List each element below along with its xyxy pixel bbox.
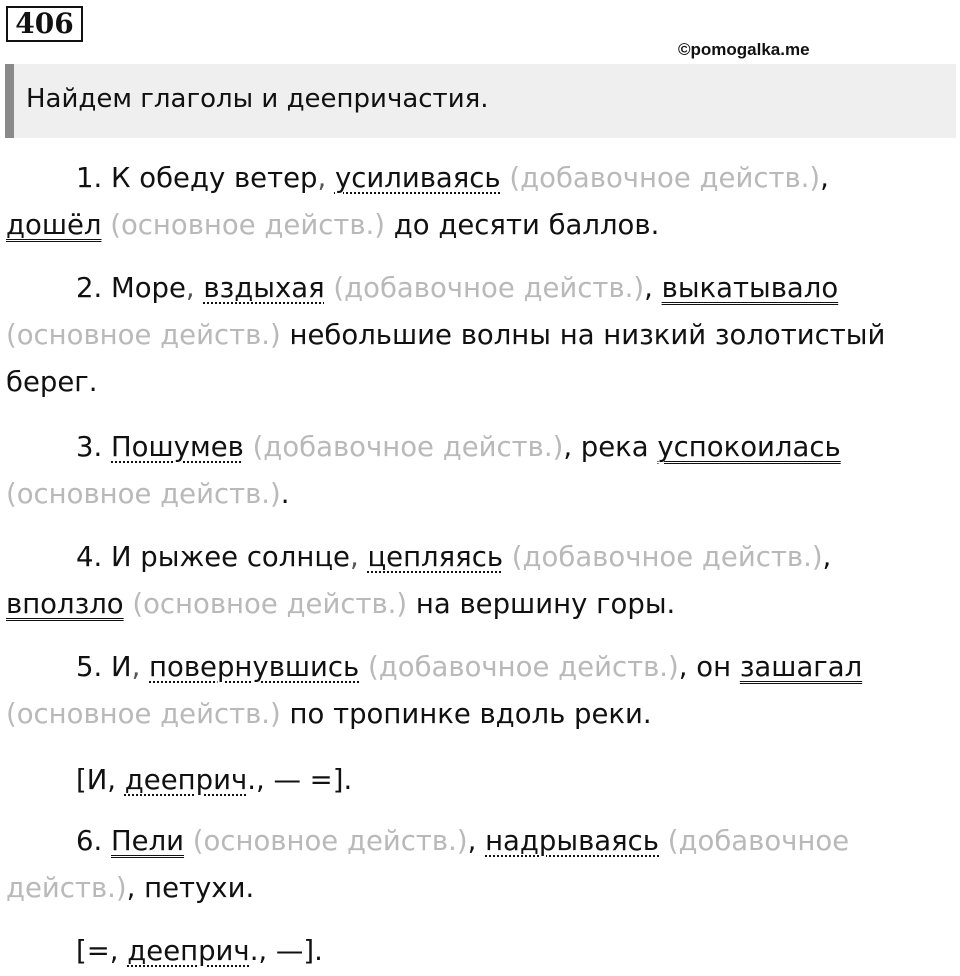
- s2-line3: [6, 362, 97, 402]
- s5-scheme-a: [И,: [76, 764, 125, 796]
- s1-line2: [6, 205, 659, 245]
- s5-line2: [6, 694, 652, 734]
- s1-participle: усиливаясь: [334, 162, 501, 194]
- s3-lead: 3.: [76, 431, 103, 463]
- s6-scheme-c: ., —].: [249, 935, 323, 967]
- s1-verb: дошёл: [6, 209, 102, 241]
- s6-scheme: [76, 931, 323, 971]
- s4-verb: вползло: [6, 588, 124, 620]
- s2-tail2: берег.: [6, 366, 98, 398]
- s2-participle: вздыхая: [203, 272, 325, 304]
- s4-line1: 4. И рыжее солнце, цепляясь (добавочное действ.),: [76, 541, 832, 573]
- s4-tail: на вершину горы.: [415, 588, 676, 620]
- s3-mid: , река: [563, 431, 649, 463]
- s6-add-note-b: действ.): [6, 872, 127, 904]
- s6-line2: [6, 868, 254, 908]
- s5-mid: , он: [678, 651, 732, 683]
- s4-add-note: (добавочное действ.): [511, 541, 823, 573]
- s5-scheme-c: ., — =].: [247, 764, 353, 796]
- s1-main-note: (основное действ.): [110, 209, 386, 241]
- s6-add-note-a: (добавочное: [667, 825, 850, 857]
- s5-scheme: [76, 760, 352, 800]
- s1-add-note: (добавочное действ.): [509, 162, 821, 194]
- s6-participle: надрываясь: [485, 825, 660, 857]
- s2-verb: выкатывало: [661, 272, 839, 304]
- intro-banner: [5, 64, 956, 138]
- s5-line1: [76, 647, 862, 687]
- s5-lead: 5. И: [76, 651, 132, 683]
- s5-main-note: (основное действ.): [6, 698, 281, 730]
- s6-lead: 6.: [76, 825, 103, 857]
- s2-line1: [76, 268, 838, 308]
- s3-line1: [76, 427, 841, 467]
- s6-scheme-a: [=,: [76, 935, 128, 967]
- s3-add-note: (добавочное действ.): [252, 431, 564, 463]
- s6-tail: , петухи.: [126, 872, 255, 904]
- s5-verb: зашагал: [739, 651, 863, 683]
- comma: ,: [467, 825, 486, 857]
- watermark: ©pomogalka.me: [678, 40, 810, 59]
- s2-add-note: (добавочное действ.): [333, 272, 645, 304]
- s3-verb: успокоилась: [657, 431, 841, 463]
- s2-line2: [6, 315, 885, 355]
- s4-line2: [6, 584, 675, 624]
- s1-lead: 1. К обеду ветер: [76, 162, 318, 194]
- s6-verb: Пели: [111, 825, 185, 857]
- s6-main-note: (основное действ.): [192, 825, 468, 857]
- s6-line1: [76, 821, 849, 861]
- s5-participle: повернувшись: [149, 651, 360, 683]
- s4-main-note: (основное действ.): [132, 588, 408, 620]
- intro-text: Найдем глаголы и деепричастия.: [26, 84, 489, 114]
- s1-tail: до десяти баллов.: [393, 209, 660, 241]
- s1-line1: 1. К обеду ветер, усиливаясь (добавочное действ.),: [76, 162, 829, 194]
- s2-main-note: (основное действ.): [6, 319, 281, 351]
- comma: ,: [349, 541, 368, 573]
- comma: ,: [131, 651, 150, 683]
- exercise-number: 406: [6, 6, 83, 42]
- s4-participle: цепляясь: [367, 541, 504, 573]
- s2-tail1: небольшие волны на низкий золотистый: [289, 319, 886, 351]
- s5-add-note: (добавочное действ.): [368, 651, 679, 683]
- s5-scheme-b: дееприч: [124, 764, 248, 796]
- s4-lead: 4. И рыжее солнце: [76, 541, 350, 573]
- s3-participle: Пошумев: [111, 431, 244, 463]
- s3-line2: (основное действ.).: [6, 478, 290, 510]
- comma: ,: [644, 272, 662, 304]
- s6-scheme-b: дееприч: [127, 935, 250, 967]
- s5-tail: по тропинке вдоль реки.: [289, 698, 652, 730]
- comma: ,: [317, 162, 335, 194]
- comma: ,: [185, 272, 204, 304]
- s3-main-note: (основное действ.): [6, 478, 281, 510]
- s2-lead: 2. Море: [76, 272, 186, 304]
